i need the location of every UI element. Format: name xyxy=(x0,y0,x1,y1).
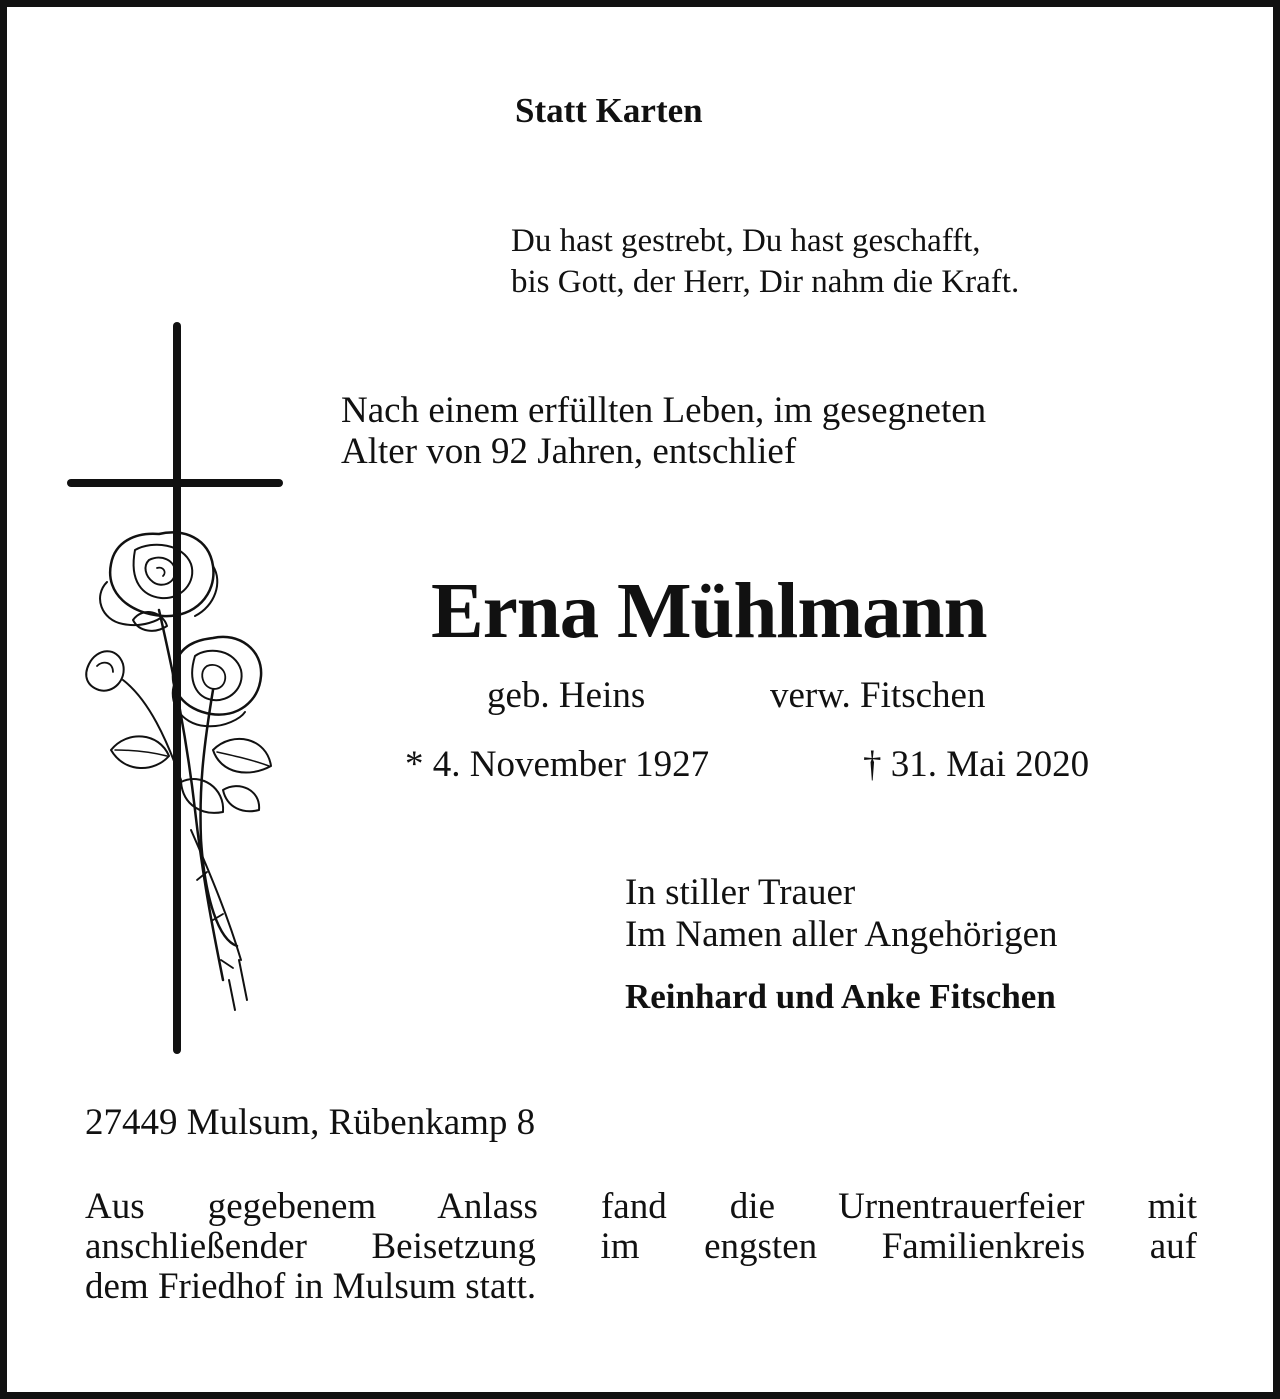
funeral-note xyxy=(85,1187,1197,1307)
funeral-line-2: anschließender Beisetzung im engsten Familienkreis auf xyxy=(85,1226,1197,1267)
intro-line-2: Alter von 92 Jahren, entschlief xyxy=(341,431,797,472)
mourning-line-1: In stiller Trauer xyxy=(625,872,856,913)
widowed-name: verw. Fitschen xyxy=(770,675,986,716)
cross-with-roses-icon xyxy=(63,320,293,1060)
verse-line-2: bis Gott, der Herr, Dir nahm die Kraft. xyxy=(511,264,1020,300)
mourning-text xyxy=(625,872,1058,956)
header-statt-karten: Statt Karten xyxy=(515,91,703,130)
memorial-verse xyxy=(511,221,1019,303)
verse-line-1: Du hast gestrebt, Du hast geschafft, xyxy=(511,223,981,259)
address: 27449 Mulsum, Rübenkamp 8 xyxy=(85,1102,536,1143)
mourning-line-2: Im Namen aller Angehörigen xyxy=(625,914,1058,955)
signers: Reinhard und Anke Fitschen xyxy=(625,977,1056,1016)
intro-text xyxy=(341,390,986,472)
funeral-line-1: Aus gegebenem Anlass fand die Urnentrauerfeier mit xyxy=(85,1186,1197,1227)
deceased-name: Erna Mühlmann xyxy=(431,568,987,655)
birth-date: * 4. November 1927 xyxy=(405,744,710,785)
maiden-name: geb. Heins xyxy=(487,675,646,716)
death-date: † 31. Mai 2020 xyxy=(863,744,1090,785)
intro-line-1: Nach einem erfüllten Leben, im gesegneten xyxy=(341,390,987,431)
funeral-line-3: dem Friedhof in Mulsum statt. xyxy=(85,1266,537,1307)
